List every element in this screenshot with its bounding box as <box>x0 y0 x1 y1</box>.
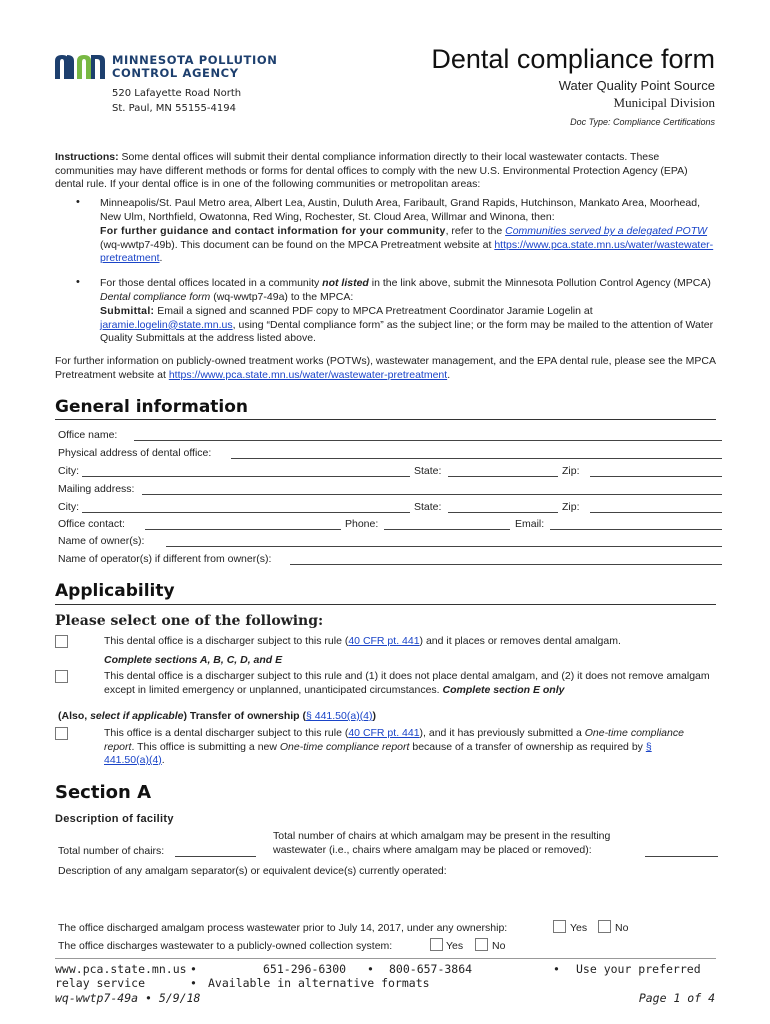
agency-address <box>112 86 241 116</box>
footer-relay: Use your preferred relay service <box>55 962 701 990</box>
bullet-icon: • <box>76 196 80 208</box>
option-discharger-checkbox[interactable] <box>55 635 68 648</box>
option-no-amalgam-text <box>104 670 719 697</box>
guidance-lead: For further guidance and contact information for your community <box>100 225 446 237</box>
instructions-paragraph <box>55 151 715 192</box>
applicability-heading: Applicability <box>55 581 175 601</box>
physical-address-field[interactable] <box>231 458 722 459</box>
office-contact-label: Office contact: <box>58 518 125 530</box>
bullet-icon: • <box>367 962 374 976</box>
doc-id: wq-wwtp7-49a <box>55 991 139 1005</box>
chairs-label: Total number of chairs: <box>58 845 165 857</box>
office-name-label: Office name: <box>58 429 118 441</box>
address-line-2: St. Paul, MN 55155-4194 <box>112 103 236 114</box>
section-a-heading: Section A <box>55 782 151 803</box>
q2-yes-checkbox[interactable] <box>430 938 443 951</box>
mailing-state-field[interactable] <box>448 512 558 513</box>
opt2-note: Complete section E only <box>442 683 565 696</box>
doc-date: 5/9/18 <box>158 991 201 1005</box>
bullet-not-listed <box>100 277 720 346</box>
not-listed-a: For those dental offices located in a community <box>100 277 323 289</box>
office-name-field[interactable] <box>134 440 722 441</box>
address-line-1: 520 Lafayette Road North <box>112 88 242 99</box>
opt3-b: ), and it has previously submitted a <box>419 727 585 739</box>
footer-website: www.pca.state.mn.us <box>55 962 187 976</box>
submittal-body: Email a signed and scanned PDF copy to MPCA Pretreatment Coordinator Jaramie Logelin at <box>154 305 593 317</box>
q1-no-checkbox[interactable] <box>598 920 611 933</box>
instructions-label: Instructions: <box>55 151 119 163</box>
footer-rule <box>55 958 716 959</box>
agency-line-2: CONTROL AGENCY <box>112 66 239 80</box>
mailing-city-field[interactable] <box>82 512 410 513</box>
chairs-field[interactable] <box>175 856 256 857</box>
option-no-amalgam-checkbox[interactable] <box>55 670 68 683</box>
email-link[interactable]: jaramie.logelin@state.mn.us <box>100 318 233 331</box>
owners-field[interactable] <box>166 546 722 547</box>
option-transfer-checkbox[interactable] <box>55 727 68 740</box>
q1-yes-label: Yes <box>570 922 588 934</box>
cfr-link-2[interactable]: 40 CFR pt. 441 <box>348 727 420 739</box>
footer-doc-id: wq-wwtp7-49a • 5/9/18 <box>55 991 201 1005</box>
heading-rule <box>55 604 716 605</box>
opt2-text: This dental office is a discharger subject to this rule and (1) it does not place dental amalgam, and (2) it does not remove amalgam except in limited emergency or unplanned, unanticipated circumstances. <box>104 670 710 696</box>
mailing-city-label: City: <box>58 501 79 513</box>
zip-label: Zip: <box>562 465 580 477</box>
heading-rule <box>55 419 716 420</box>
footer-formats: Available in alternative formats <box>208 976 430 990</box>
chairs-amalgam-label: Total number of chairs at which amalgam may be present in the resulting wastewater (i.e., chairs where amalgam may be placed or removed): <box>273 830 611 856</box>
opt3-d: because of a transfer of ownership as required by <box>409 740 646 753</box>
q1-label: The office discharged amalgam process wastewater prior to July 14, 2017, under any ownership: <box>58 922 508 934</box>
form-title: Dental compliance form <box>431 44 715 74</box>
transfer-b: select if applicable <box>90 710 184 722</box>
transfer-c: ) Transfer of ownership ( <box>183 710 306 722</box>
q2-no-label: No <box>492 940 506 952</box>
general-info-heading: General information <box>55 397 249 417</box>
operators-field[interactable] <box>290 564 722 565</box>
not-listed-c: (wq-wwtp7-49a) to the MPCA: <box>210 290 354 303</box>
owners-label: Name of owner(s): <box>58 535 145 547</box>
mpca-logo-icon <box>55 55 105 79</box>
transfer-a: (Also, <box>58 710 91 722</box>
not-listed-b: in the link above, submit the Minnesota Pollution Control Agency (MPCA) <box>368 277 711 289</box>
bullet-icon: • <box>190 962 197 976</box>
opt1-a: This dental office is a discharger subject to this rule ( <box>104 635 349 647</box>
page-number: Page 1 of 4 <box>638 991 715 1005</box>
state-field[interactable] <box>448 476 558 477</box>
option-discharger-text <box>104 635 719 649</box>
pretreatment-link[interactable]: https://www.pca.state.mn.us/water/wastewater-pretreatment <box>100 238 714 264</box>
not-listed-text <box>100 277 720 304</box>
mailing-address-label: Mailing address: <box>58 483 135 495</box>
further-end: . <box>447 368 451 381</box>
city-field[interactable] <box>82 476 410 477</box>
q2-no-checkbox[interactable] <box>475 938 488 951</box>
opt3-italic-2: One-time compliance report <box>279 740 410 753</box>
agency-line-1: MINNESOTA POLLUTION <box>112 53 278 67</box>
transfer-heading <box>58 710 376 724</box>
mailing-address-field[interactable] <box>142 494 722 495</box>
mailing-zip-field[interactable] <box>590 512 722 513</box>
footer-phone-2: 800-657-3864 <box>389 962 473 976</box>
mailing-state-label: State: <box>414 501 442 513</box>
transfer-link-2[interactable]: § 441.50(a)(4) <box>104 740 652 766</box>
further-link[interactable]: https://www.pca.state.mn.us/water/wastewater-pretreatment <box>168 368 448 381</box>
footer-phone-1: 651-296-6300 <box>263 962 347 976</box>
guidance-after-link: (wq-wwtp7-49b). This document can be found on the MPCA Pretreatment website at <box>100 238 495 251</box>
communities-list: Minneapolis/St. Paul Metro area, Albert Lea, Austin, Duluth Area, Faribault, Grand Rapids, Hutchinson, Mankato Area, Moorhead, New Ulm, Northfield, Owatonna, Red Wing, Rochester, St. Cloud Area, Willmar and Winona, then: <box>100 197 700 223</box>
division-label: Municipal Division <box>613 95 715 110</box>
select-heading: Please select one of the following: <box>55 613 324 629</box>
q1-yes-checkbox[interactable] <box>553 920 566 933</box>
bullet-icon: • <box>76 276 80 288</box>
opt3-italic-1: One-time compliance report <box>104 727 684 753</box>
chairs-amalgam-field[interactable] <box>645 856 718 857</box>
not-listed-emphasis: not listed <box>322 277 369 289</box>
facility-subheading: Description of facility <box>55 813 174 825</box>
option-discharger-note: Complete sections A, B, C, D, and E <box>104 654 283 666</box>
q2-label: The office discharges wastewater to a publicly-owned collection system: <box>58 940 393 952</box>
operators-label: Name of operator(s) if different from owner(s): <box>58 553 272 565</box>
opt1-b: ) and it places or removes dental amalgam. <box>419 635 621 647</box>
option-transfer-text <box>104 727 694 768</box>
communities-link[interactable]: Communities served by a delegated POTW <box>505 225 708 237</box>
form-name-italic: Dental compliance form <box>100 290 211 303</box>
cfr-link[interactable]: 40 CFR pt. 441 <box>348 635 420 647</box>
phone-field[interactable] <box>384 529 510 530</box>
opt3-c: . This office is submitting a new <box>131 740 280 753</box>
guidance-end: . <box>159 252 163 264</box>
further-text: For further information on publicly-owned treatment works (POTWs), wastewater management, and the EPA dental rule, please see the MPCA Pretreatment website at <box>55 355 716 381</box>
agency-name <box>112 54 277 80</box>
instructions-text: Some dental offices will submit their dental compliance information directly to their local wastewater contacts. These communities may have different methods or forms for dental offices to comply with the new U.S. Environmental Protection Agency (EPA) dental rule. If your dental office is in one of the following communities or metropolitan areas: <box>55 151 688 190</box>
zip-field[interactable] <box>590 476 722 477</box>
guidance-text <box>100 225 720 266</box>
opt3-a: This office is a dental discharger subject to this rule ( <box>104 727 349 739</box>
guidance-mid: , refer to the <box>445 225 506 237</box>
bullet-icon: • <box>190 976 197 990</box>
transfer-d: ) <box>372 710 377 722</box>
mailing-zip-label: Zip: <box>562 501 580 513</box>
state-label: State: <box>414 465 442 477</box>
opt3-e: . <box>161 754 165 766</box>
email-label: Email: <box>515 518 545 530</box>
separator-label: Description of any amalgam separator(s) or equivalent device(s) currently operated: <box>58 865 447 877</box>
bullet-icon: • <box>553 962 560 976</box>
further-info-paragraph <box>55 355 720 382</box>
doc-type: Doc Type: Compliance Certifications <box>570 117 715 127</box>
submittal-text <box>100 305 720 346</box>
bullet-communities <box>100 197 720 266</box>
transfer-link[interactable]: § 441.50(a)(4) <box>305 710 373 722</box>
q1-no-label: No <box>615 922 629 934</box>
submittal-label: Submittal: <box>100 305 155 317</box>
q2-yes-label: Yes <box>446 940 464 952</box>
submittal-end: , using “Dental compliance form” as the subject line; or the form may be mailed to the attention of Water Quality Submittals at the address listed above. <box>100 318 714 344</box>
form-subtitle: Water Quality Point Source <box>558 78 715 93</box>
phone-label: Phone: <box>345 518 379 530</box>
office-contact-field[interactable] <box>145 529 341 530</box>
city-label: City: <box>58 465 79 477</box>
physical-address-label: Physical address of dental office: <box>58 447 212 459</box>
email-field[interactable] <box>550 529 722 530</box>
